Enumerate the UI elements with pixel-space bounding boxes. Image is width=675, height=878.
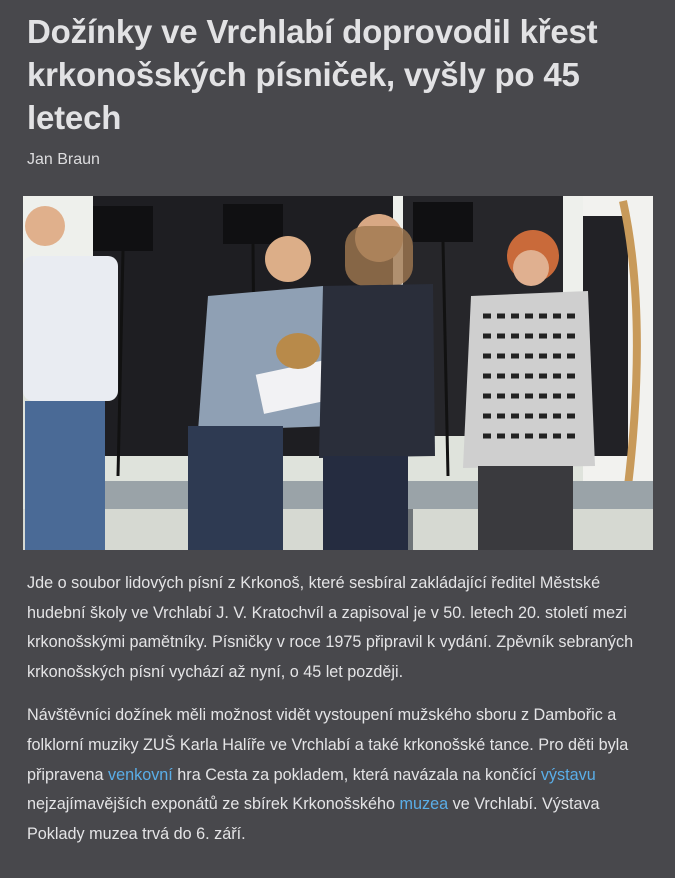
paragraph-1: Jde o soubor lidových písní z Krkonoš, které sesbíral zakládající ředitel Městské hudební školy ve Vrchlabí J. V. Kratochvíl a zapisoval je v 50. letech 20. století mezi krkonošskými pamětníky. Písničky v roce 1975 připravil k vydání. Zpěvník sebraných krkonošských písní vychází až nyní, o 45 let později.	[27, 574, 634, 681]
paragraph-2-text-1: Návštěvníci dožínek měli možnost vidět vystoupení mužského sboru z Dambořic a folklorní muziky ZUŠ Karla Halíře ve Vrchlabí a také krkonošské tance. Pro děti byla připravena	[27, 706, 629, 784]
paragraph-2-text-4: ve Vrchlabí. Výstava Poklady muzea trvá do 6. září.	[27, 795, 600, 843]
article-body	[27, 569, 652, 863]
article-photo	[23, 196, 653, 550]
paragraph-2-text-3: nejzajímavějších exponátů ze sbírek Krkonošského	[27, 795, 400, 814]
article-title: Dožínky ve Vrchlabí doprovodil křest krkonošských písniček, vyšly po 45 letech	[27, 13, 598, 136]
paragraph-2	[27, 701, 652, 849]
paragraph-2-text-2: hra Cesta za pokladem, která navázala na končící	[172, 765, 541, 784]
article	[0, 0, 675, 170]
link-venkovni[interactable]: venkovní	[108, 765, 173, 784]
article-author: Jan Braun	[27, 151, 100, 168]
link-muzea[interactable]: muzea	[399, 795, 449, 814]
link-vystavu[interactable]: výstavu	[540, 765, 596, 784]
